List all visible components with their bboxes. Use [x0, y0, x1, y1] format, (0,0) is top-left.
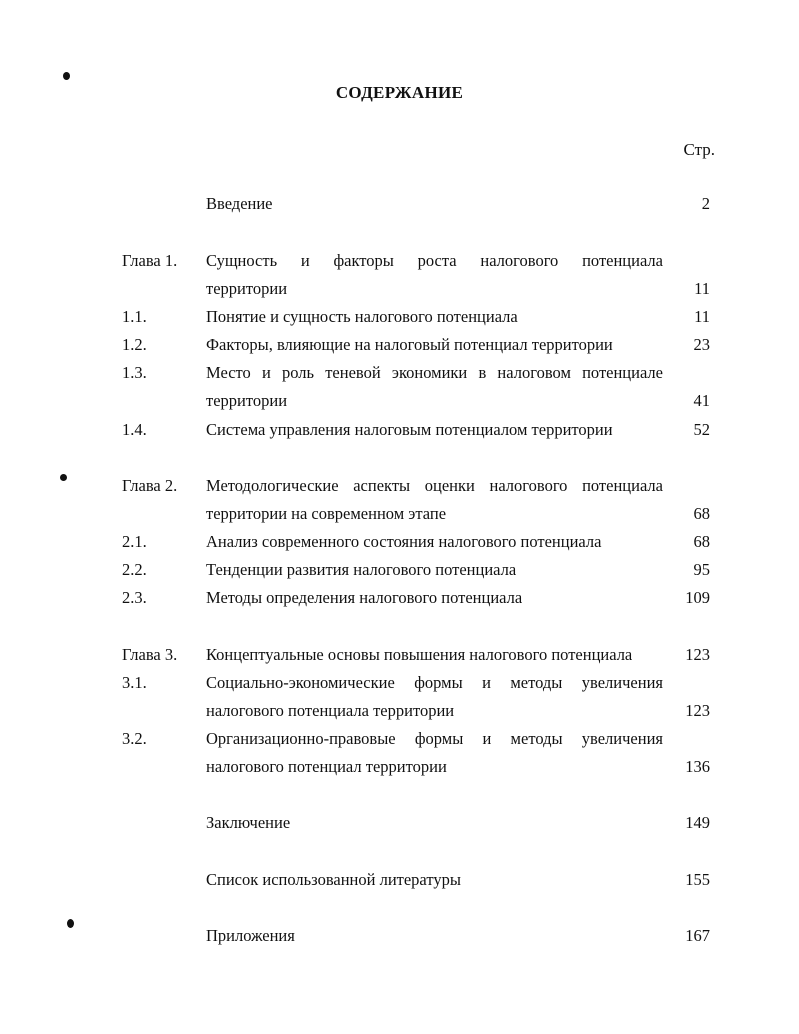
- section-1-4-page: 52: [693, 420, 710, 439]
- section-1-2-page: 23: [693, 335, 710, 354]
- chapter-2-number: Глава 2.: [122, 476, 178, 495]
- section-1-1-page: 11: [694, 307, 710, 326]
- section-1-2-number: 1.2.: [122, 335, 147, 354]
- section-1-4-number: 1.4.: [122, 420, 147, 439]
- section-2-3-number: 2.3.: [122, 588, 147, 607]
- section-1-3-title-line2: территории: [206, 391, 288, 410]
- toc-appendix-title: Приложения: [206, 926, 295, 945]
- section-2-3-title: Методы определения налогового потенциала: [206, 588, 523, 607]
- toc-intro-page: 2: [701, 194, 710, 213]
- section-2-2-number: 2.2.: [122, 560, 147, 579]
- chapter-3-page: 123: [685, 645, 710, 664]
- section-1-3-page: 41: [693, 391, 710, 410]
- toc-appendix-page: 167: [685, 926, 710, 945]
- page-title: СОДЕРЖАНИЕ: [335, 83, 464, 102]
- section-1-1-title: Понятие и сущность налогового потенциала: [206, 307, 518, 326]
- section-3-2-title-line2: налогового потенциал территории: [206, 757, 447, 776]
- page-column-label: Стр.: [683, 140, 715, 159]
- chapter-1-page: 11: [694, 279, 710, 298]
- section-3-1-title-line2: налогового потенциала территории: [206, 701, 455, 720]
- section-3-2-page: 136: [685, 757, 710, 776]
- section-3-1-number: 3.1.: [122, 673, 147, 692]
- section-1-2-title: Факторы, влияющие на налоговый потенциал территории: [206, 335, 613, 354]
- toc-references-title: Список использованной литературы: [206, 870, 461, 889]
- scan-speck: [67, 919, 74, 928]
- section-2-2-title: Тенденции развития налогового потенциала: [206, 560, 517, 579]
- section-1-3-number: 1.3.: [122, 363, 147, 382]
- scan-speck: [63, 72, 70, 80]
- chapter-2-title-line2: территории на современном этапе: [206, 504, 447, 523]
- section-2-1-number: 2.1.: [122, 532, 147, 551]
- section-3-2-title-line1: Организационно-правовые формы и методы увеличения: [206, 729, 663, 748]
- section-3-1-title-line1: Социально-экономические формы и методы увеличения: [206, 673, 663, 692]
- scan-speck: [60, 474, 67, 481]
- toc-references-page: 155: [685, 870, 710, 889]
- chapter-2-title-line1: Методологические аспекты оценки налогового потенциала: [206, 476, 663, 495]
- chapter-3-number: Глава 3.: [122, 645, 178, 664]
- chapter-1-title-line2: территории: [206, 279, 288, 298]
- chapter-1-number: Глава 1.: [122, 251, 178, 270]
- chapter-2-page: 68: [693, 504, 710, 523]
- section-3-2-number: 3.2.: [122, 729, 147, 748]
- section-1-3-title-line1: Место и роль теневой экономики в налоговом потенциале: [206, 363, 663, 382]
- section-3-1-page: 123: [685, 701, 710, 720]
- section-2-1-page: 68: [693, 532, 710, 551]
- toc-conclusion-title: Заключение: [206, 813, 291, 832]
- section-1-4-title: Система управления налоговым потенциалом территории: [206, 420, 613, 439]
- chapter-3-title: Концептуальные основы повышения налогового потенциала: [206, 645, 633, 664]
- section-2-2-page: 95: [693, 560, 710, 579]
- section-2-3-page: 109: [685, 588, 710, 607]
- toc-intro-title: Введение: [206, 194, 273, 213]
- toc-conclusion-page: 149: [685, 813, 710, 832]
- section-1-1-number: 1.1.: [122, 307, 147, 326]
- chapter-1-title-line1: Сущность и факторы роста налогового потенциала: [206, 251, 663, 270]
- section-2-1-title: Анализ современного состояния налогового потенциала: [206, 532, 602, 551]
